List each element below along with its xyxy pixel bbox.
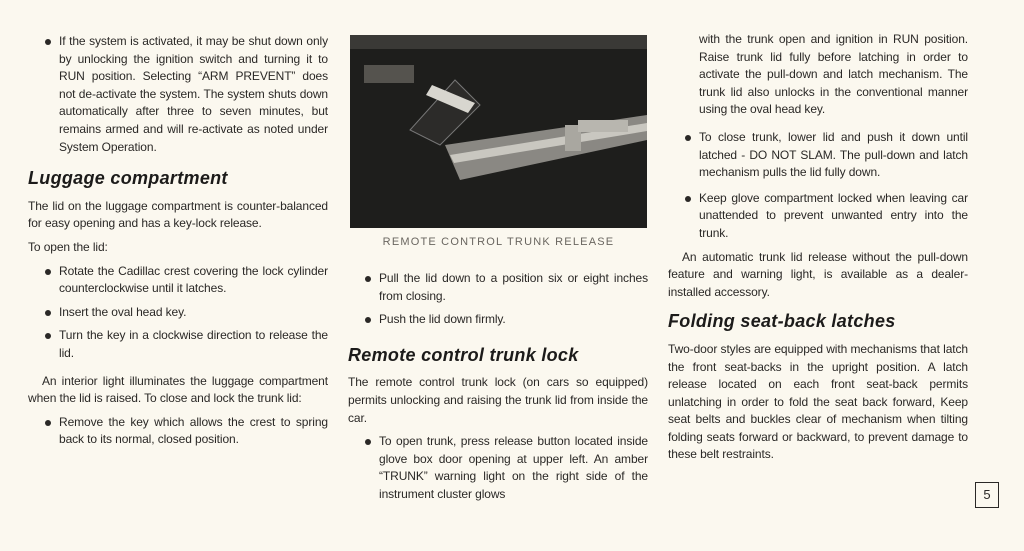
bullet-open-trunk: To open trunk, press release button located inside glove box door opening at upper left. An amber “TRUNK” warning light on the right side of the instrument cluster glows bbox=[348, 433, 648, 503]
para-remote-lock: The remote control trunk lock (on cars so equipped) permits unlocking and raising the trunk lid from inside the car. bbox=[348, 375, 648, 425]
bullet-system-shutdown: If the system is activated, it may be shut down only by unlocking the ignition switch and turning it to RUN position. Selecting “ARM PREVENT” does not de-activate the system. The system shuts down automatically after three to seven minutes, but remains armed and will re-activate as noted under System Operation. bbox=[28, 33, 328, 156]
left-column bbox=[28, 33, 328, 455]
para-automatic-release: An automatic trunk lid release without the pull-down feature and warning light, is available as a dealer-installed accessory. bbox=[668, 249, 968, 299]
para-continued: with the trunk open and ignition in RUN position. Raise trunk lid fully before latching in order to activate the pull-down and latch mechanism. The trunk lid also unlocks in the conventional manner using the oval head key. bbox=[699, 32, 968, 117]
trunk-release-photo bbox=[350, 35, 647, 228]
bullet-pull-lid: Pull the lid down to a position six or eight inches from closing. bbox=[348, 270, 648, 305]
heading-remote-trunk-lock: Remote control trunk lock bbox=[348, 344, 579, 365]
bullet-glove-compartment: Keep glove compartment locked when leaving car unattended to prevent unwanted entry into the trunk. bbox=[668, 190, 968, 243]
para-seat-back: Two-door styles are equipped with mechanisms that latch the front seat-backs in the upright position. A latch release located on each front seat-back permits unlatching in order to fold the seat back forward, Keep seat belts and buckles clear of mechanism when tilting folding seats forward or backward, to prevent damage to these belt restraints. bbox=[668, 341, 968, 462]
bullet-close-trunk: To close trunk, lower lid and push it down until latched - DO NOT SLAM. The pull-down and latch mechanism pulls the lid fully down. bbox=[668, 129, 968, 182]
photo-caption: REMOTE CONTROL TRUNK RELEASE bbox=[382, 236, 615, 248]
heading-folding-seat-back: Folding seat-back latches bbox=[668, 311, 896, 332]
bullet-remove-key: Remove the key which allows the crest to spring back to its normal, closed position. bbox=[28, 414, 328, 449]
middle-column bbox=[348, 270, 648, 510]
heading-luggage-compartment: Luggage compartment bbox=[28, 168, 228, 189]
right-column bbox=[668, 31, 968, 470]
para-open-lid: To open the lid: bbox=[28, 239, 108, 254]
bullet-push-lid: Push the lid down firmly. bbox=[348, 311, 648, 329]
bullet-insert-key: Insert the oval head key. bbox=[28, 304, 328, 322]
bullet-turn-key: Turn the key in a clockwise direction to release the lid. bbox=[28, 327, 328, 362]
para-lid: The lid on the luggage compartment is counter-balanced for easy opening and has a key-lock release. bbox=[28, 198, 328, 231]
para-interior-light: An interior light illuminates the luggage compartment when the lid is raised. To close and lock the trunk lid: bbox=[28, 373, 328, 406]
page-number: 5 bbox=[975, 482, 999, 508]
bullet-rotate-crest: Rotate the Cadillac crest covering the lock cylinder counterclockwise until it latches. bbox=[28, 263, 328, 298]
